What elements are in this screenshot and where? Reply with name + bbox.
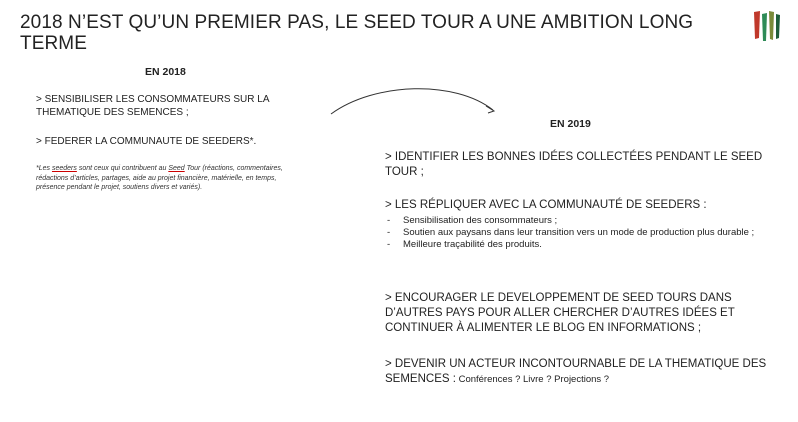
repliquer-bullet-list — [385, 215, 775, 251]
seed-tour-logo — [752, 8, 782, 44]
logo-bar-darkgreen — [776, 14, 780, 39]
goal-2019-repliquer: > LES RÉPLIQUER AVEC LA COMMUNAUTÉ DE SEEDERS : — [385, 199, 707, 211]
goal-2018-federer: > FEDERER LA COMMUNAUTE DE SEEDERS*. — [36, 136, 257, 147]
heading-2019: EN 2019 — [550, 118, 591, 130]
footnote-seeders-word: seeders — [51, 165, 77, 172]
timeline-arrow — [325, 84, 505, 124]
goal-2019-encourager: > ENCOURAGER LE DEVELOPPEMENT DE SEED TOURS DANS D’AUTRES PAYS POUR ALLER CHERCHER D’AUTRES IDÉES ET CONTINUER À ALIMENTER LE BLOG EN INFORMATIONS ; — [385, 292, 735, 334]
goal-2019-devenir: > DEVENIR UN ACTEUR INCONTOURNABLE DE LA THEMATIQUE DES SEMENCES : Conférences ? Livre ? Projections ? — [385, 358, 767, 385]
goal-2019-identifier: > IDENTIFIER LES BONNES IDÉES COLLECTÉES PENDANT LE SEED TOUR ; — [385, 151, 763, 178]
logo-bar-olive — [769, 11, 774, 40]
list-item: - Sensibilisation des consommateurs ; — [387, 215, 558, 226]
goal-2018-sensibiliser: > SENSIBILISER LES CONSOMMATEURS SUR LA THEMATIQUE DES SEMENCES ; — [36, 94, 269, 118]
logo-bar-red — [754, 11, 760, 39]
list-item: - Meilleure traçabilité des produits. — [387, 239, 542, 250]
slide-title: 2018 N’EST QU’UN PREMIER PAS, LE SEED TOUR A UNE AMBITION LONG TERME — [20, 12, 694, 54]
footnote-seed-word: Seed — [168, 165, 185, 172]
list-item: - Soutien aux paysans dans leur transition vers un mode de production plus durable ; — [387, 227, 755, 238]
logo-bar-green — [762, 13, 767, 41]
heading-2018: EN 2018 — [145, 66, 186, 78]
seeders-footnote: *Les seeders sont ceux qui contribuent au Seed Tour (réactions, commentaires, rédactions d’articles, partages, aide au projet financière, matérielle, en temps, présence pendant le projet, soutiens divers et variés). — [36, 165, 283, 191]
